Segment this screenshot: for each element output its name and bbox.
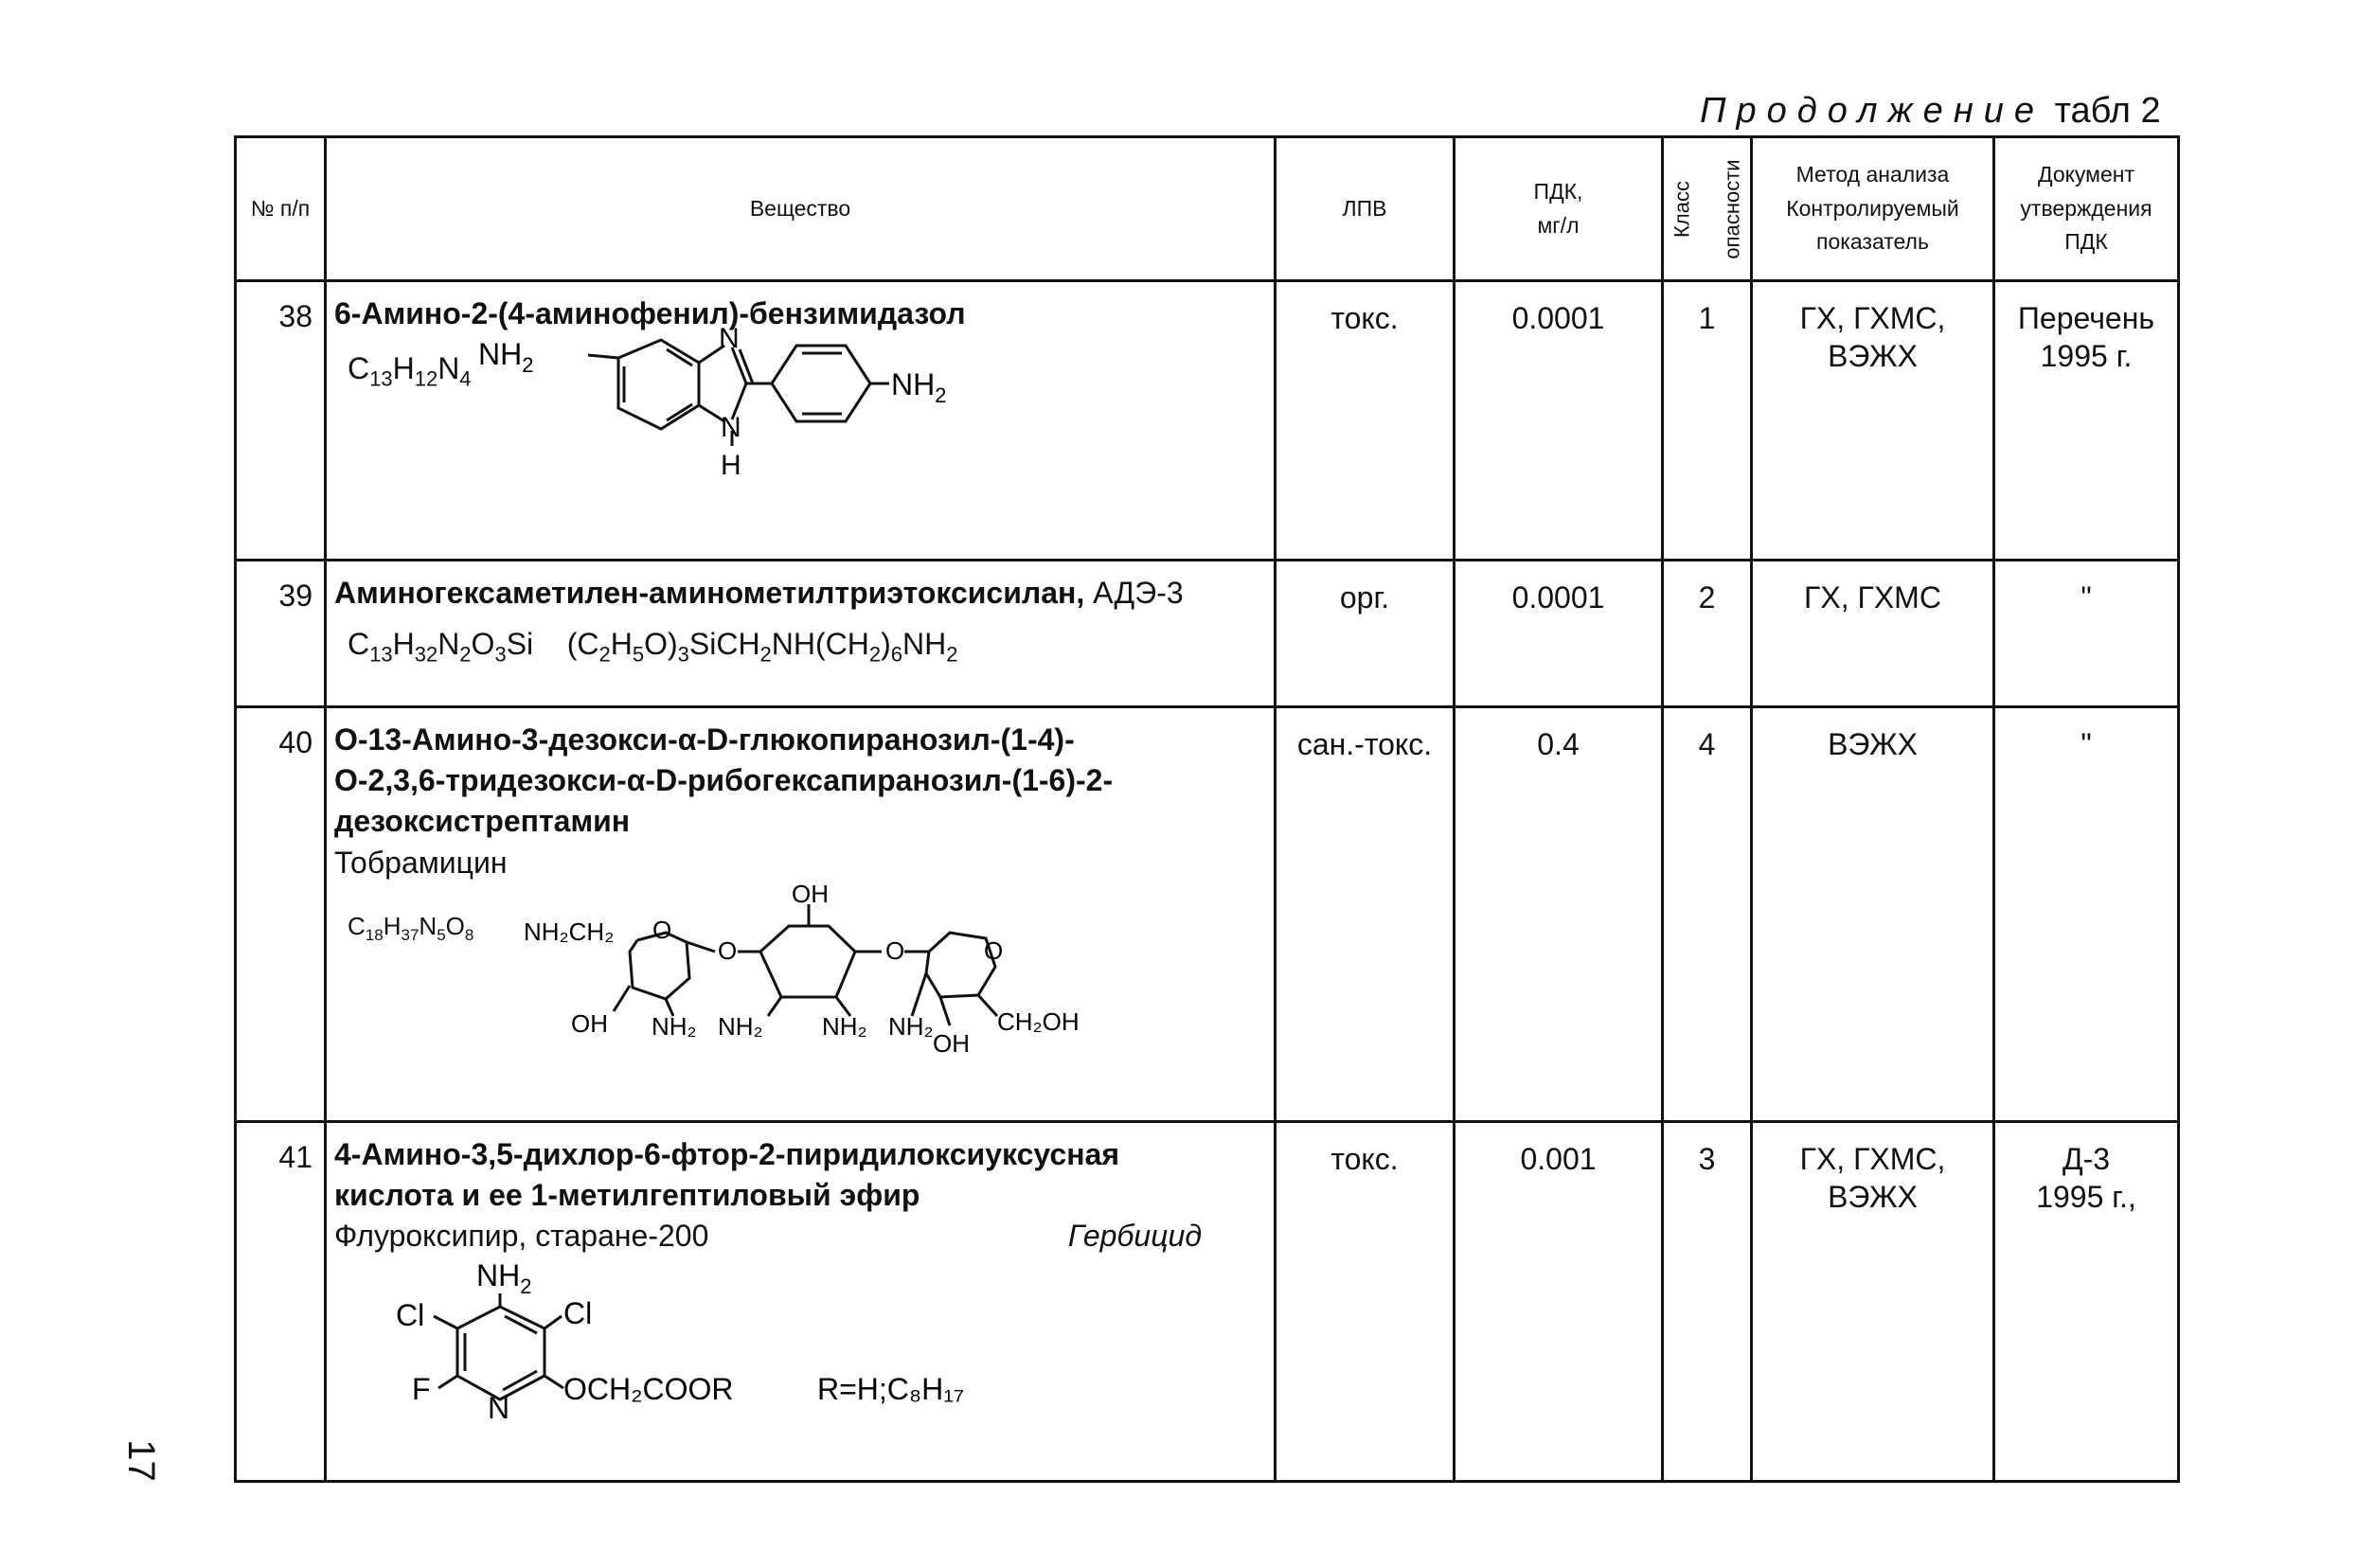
header-row: [236, 137, 2179, 281]
doc-line: 1995 г.,: [2036, 1180, 2136, 1214]
col-header-num: № п/п: [236, 137, 326, 281]
class-cell: 1: [1663, 281, 1752, 561]
row-num: 41: [236, 1122, 326, 1482]
h-label: H: [721, 450, 741, 482]
substance-abbrev: АДЭ-3: [1084, 576, 1184, 610]
lpv-cell: токс.: [1276, 281, 1455, 561]
class-cell: 3: [1663, 1122, 1752, 1482]
structure-block: [334, 323, 1268, 514]
substance-cell: [326, 707, 1276, 1122]
n-label: N: [488, 1390, 510, 1425]
page-number: 17: [119, 1439, 162, 1482]
lpv-cell: токс.: [1276, 1122, 1455, 1482]
n-bottom-label: N: [721, 412, 741, 444]
continuation-label: [1700, 91, 2161, 132]
pdk-cell: 0.0001: [1455, 561, 1663, 707]
ester-label: OCH₂COOR: [563, 1371, 734, 1406]
substance-cell: [326, 561, 1276, 707]
substance-cell: [326, 1122, 1276, 1482]
f-label: F: [412, 1371, 431, 1406]
pdk-cell: 0.001: [1455, 1122, 1663, 1482]
benzimidazole-structure: [478, 323, 1082, 514]
r-label: R=H;C₈H₁₇: [817, 1371, 965, 1406]
formula: $C_{13}H_{12}N_4$: [348, 351, 472, 391]
nh2-label: $NH_2$: [476, 1257, 532, 1298]
col-header-substance: Вещество: [326, 137, 1276, 281]
n-top-label: N: [719, 323, 740, 355]
col-header-doc-l2: утверждения: [2020, 195, 2152, 221]
method-line: ГХ, ГХМС,: [1799, 301, 1946, 335]
oh-label: OH: [933, 1028, 970, 1058]
method-cell: ВЭЖХ: [1752, 707, 1994, 1122]
doc-cell: [1994, 281, 2179, 561]
doc-line: Д-3: [2062, 1142, 2111, 1176]
doc-line: Перечень: [2017, 301, 2155, 335]
method-line: ВЭЖХ: [1828, 1180, 1918, 1214]
substances-table: [234, 135, 2180, 1483]
col-header-doc: [1994, 137, 2179, 281]
pdk-cell: 0.0001: [1455, 281, 1663, 561]
method-cell: ГХ, ГХМС: [1752, 561, 1994, 707]
formula: $C_{13}H_{32}N_2O_3Si$ $(C_2H_5O)_3SiCH_2NH(CH_2)_6NH_2$: [348, 627, 958, 667]
col-header-pdk-l2: мг/л: [1537, 212, 1580, 238]
row-num: 40: [236, 707, 326, 1122]
col-header-method-l1: Метод анализа: [1795, 162, 1950, 187]
ring-o2-label: O: [984, 935, 1004, 965]
lpv-cell: сан.-токс.: [1276, 707, 1455, 1122]
col-header-class-l1: Класс: [1669, 180, 1693, 238]
doc-line: 1995 г.: [2040, 339, 2133, 373]
table-row: [236, 281, 2179, 561]
method-cell: [1752, 281, 1994, 561]
class-cell: 4: [1663, 707, 1752, 1122]
structure-block: [334, 1257, 1268, 1456]
table-row: [236, 1122, 2179, 1482]
substance-name-line: О-2,3,6-тридезокси-α-D-рибогексапиранозил-(1-6)-2-: [334, 763, 1114, 798]
nh2-label: NH₂: [888, 1011, 934, 1041]
method-line: ВЭЖХ: [1828, 339, 1918, 373]
col-header-method-l2: Контролируемый: [1786, 195, 1959, 221]
doc-cell: ": [1994, 561, 2179, 707]
ring-o-label: O: [652, 915, 672, 944]
oh-label: OH: [571, 1008, 608, 1038]
table-row: [236, 707, 2179, 1122]
method-cell: [1752, 1122, 1994, 1482]
structure-block: [334, 879, 1268, 1082]
substance-name-line: 4-Амино-3,5-дихлор-6-фтор-2-пиридилоксиуксусная: [334, 1137, 1119, 1171]
nh2-left-label: $NH_2$: [478, 337, 534, 378]
nh2-label: NH₂: [822, 1011, 867, 1041]
fluroxypyr-structure: [334, 1257, 1054, 1456]
substance-name: Аминогексаметилен-аминометилтриэтоксисилан,: [334, 576, 1085, 610]
class-cell: 2: [1663, 561, 1752, 707]
nh2ch2-label: NH₂CH₂: [524, 917, 615, 946]
trade-name: Флуроксипир, старане-200: [334, 1219, 709, 1254]
link-o2-label: O: [885, 935, 905, 965]
ch2oh-label: CH₂OH: [997, 1007, 1080, 1036]
col-header-pdk: [1455, 137, 1663, 281]
row-num: 39: [236, 561, 326, 707]
col-header-class: [1663, 137, 1752, 281]
herbicide-label: Гербицид: [1067, 1219, 1202, 1254]
substance-cell: [326, 281, 1276, 561]
substance-name-line: кислота и ее 1-метилгептиловый эфир: [334, 1178, 920, 1213]
substance-name-line: дезоксистрептамин: [334, 804, 631, 839]
col-header-doc-l1: Документ: [2037, 162, 2135, 187]
link-o-label: O: [718, 935, 738, 965]
table-row: [236, 561, 2179, 707]
tobramycin-structure: [524, 879, 1262, 1082]
table-ref: табл 2: [2054, 91, 2161, 131]
continuation-word: Продолжение: [1700, 91, 2045, 131]
col-header-method-l3: показатель: [1816, 229, 1929, 255]
nh2-label: NH₂: [718, 1011, 763, 1041]
pdk-cell: 0.4: [1455, 707, 1663, 1122]
col-header-doc-l3: ПДК: [2064, 229, 2108, 255]
doc-cell: ": [1994, 707, 2179, 1122]
nh2-label: NH₂: [652, 1011, 697, 1041]
formula: $C_{18}H_{37}N_5O_8$: [348, 911, 474, 944]
col-header-method: [1752, 137, 1994, 281]
nh2-right-label: $NH_2$: [891, 367, 947, 408]
oh-label: OH: [792, 879, 829, 908]
lpv-cell: орг.: [1276, 561, 1455, 707]
trade-name-row: [334, 1216, 1268, 1256]
row-num: 38: [236, 281, 326, 561]
trade-name: Тобрамицин: [334, 845, 508, 880]
col-header-lpv: ЛПВ: [1276, 137, 1455, 281]
substance-name-line: О-13-Амино-3-дезокси-α-D-глюкопиранозил-(1-4)-: [334, 722, 1075, 757]
method-line: ГХ, ГХМС,: [1799, 1142, 1946, 1176]
cl-right-label: Cl: [563, 1295, 593, 1330]
col-header-pdk-l1: ПДК,: [1533, 178, 1583, 204]
doc-cell: [1994, 1122, 2179, 1482]
substance-name: 6-Амино-2-(4-аминофенил)-бензимидазол: [334, 296, 966, 330]
cl-left-label: Cl: [396, 1297, 425, 1332]
col-header-class-l2: опасности: [1719, 158, 1743, 259]
